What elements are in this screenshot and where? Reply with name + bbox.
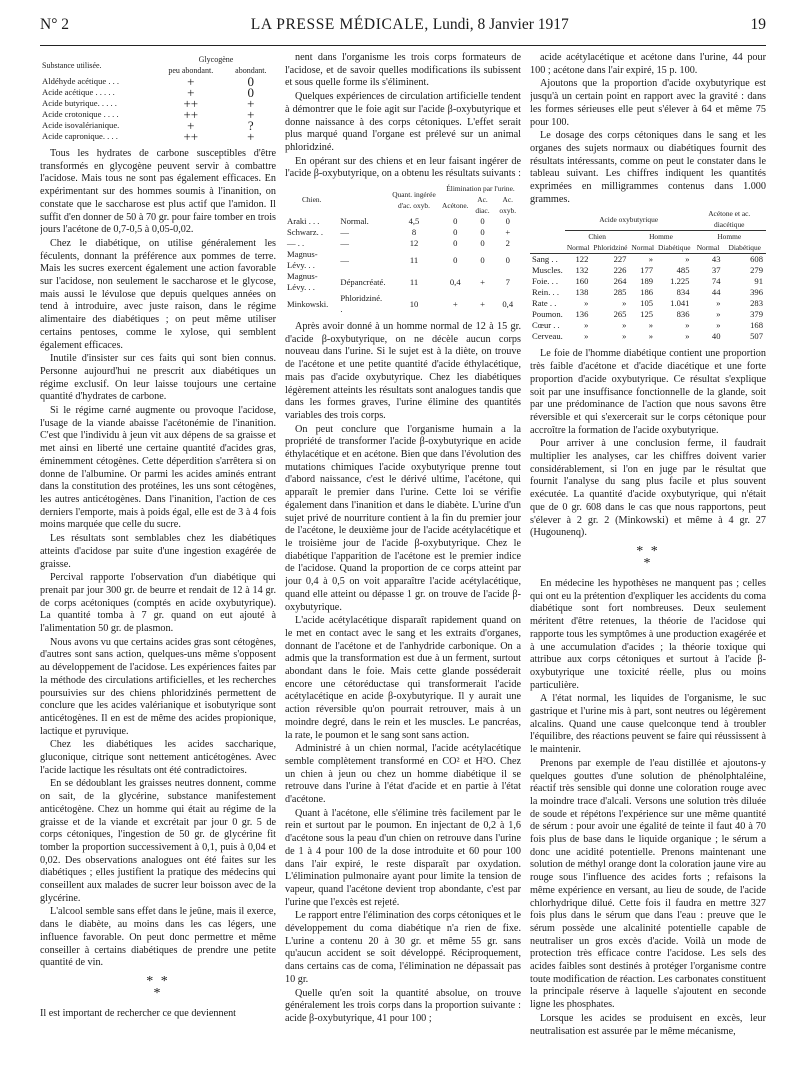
value-peu: ++	[183, 129, 199, 144]
column-3-text-end	[530, 578, 766, 1038]
organ-value: »	[622, 331, 627, 342]
quantite-ingeree: 11	[409, 276, 419, 287]
issue-date: Lundi, 8 Janvier 1917	[432, 16, 569, 33]
column-2-text-top	[285, 52, 521, 181]
organs-table-body	[530, 254, 766, 343]
organ-value: »	[584, 298, 589, 309]
paragraph: Administré à un chien normal, l'acide acétylacétique semble complètement transformé en CO² et H²O. Chez un chien à jeun ou chez un homme diabétique il se retrouve dans l'urine à l'état d'acide et en partie à l'état d'acétone.	[285, 743, 521, 806]
glycogen-table	[40, 54, 276, 142]
value-abondant: ?	[247, 118, 254, 133]
oxyb-value: 7	[505, 276, 510, 287]
acetone-value: 0	[453, 238, 458, 249]
organ-value: 836	[676, 309, 690, 320]
value-peu: +	[187, 74, 195, 89]
organ-value: »	[622, 298, 627, 309]
paragraph: Percival rapporte l'observation d'un diabétique qui prenait par jour 300 gr. de beurre et rendait de 12 à 14 gr. de corps acétoniques (comptés en acide oxybutyrique). La quantité tomba à 7 gr. quand on eut ajouté à l'alimentation 50 gr. de plasmon.	[40, 572, 276, 635]
th-chien: Chien.	[301, 195, 322, 205]
organ-value: »	[622, 320, 627, 331]
organ-value: »	[584, 331, 589, 342]
chien-name: Araki . . .	[287, 216, 320, 227]
organ-value: 37	[711, 265, 721, 276]
paragraph: Prenons par exemple de l'eau distillée et ajoutons-y quelques gouttes d'une solution de phénolphtaléine, réactif très sensible qui donne une coloration rouge avec la moindre trace d'alcali. Versons une solution très diluée de soude et répétons l'expérience sur une même quantité de sérum : pour avoir une égalité de teinte il faut 40 à 70 fois plus de base dans le liquide organique ; le sérum a donc une acidité potentielle. Prenons maintenant une solution de méthyl orange dont la coloration jaune vire au rouge sous l'influence des acides forts ; refaisons la même expérience en versant, au lieu de soude, de l'acide chlorhydrique dilué. Cette fois il faudra en mettre 327 fois plus dans le sérum que dans l'eau : preuve que le sérum possède une alcalinité potentielle capable de neutraliser un gros excès d'acide. Voilà un mode de protection très efficace contre l'acidose. Les sels des acides faibles sont destinés à protéger l'organisme contre toute modification de réaction. Les carbonates constituent la principale réserve à laquelle s'ajoutent en seconde ligne les phosphates.	[530, 757, 766, 1011]
chien-type: —	[340, 227, 349, 238]
th-ac-oxyb: Ac. oxyb.	[499, 195, 517, 216]
table-row	[285, 216, 521, 227]
section-stars-2: * * *	[636, 543, 660, 571]
organ-value: 279	[750, 265, 763, 276]
table-row	[40, 131, 276, 142]
substance-name: Acide acétique . . . . .	[42, 87, 115, 97]
chien-name: Minkowski.	[287, 298, 329, 309]
organ-value: 44	[711, 287, 721, 298]
th-phloridzine: Phloridziné	[593, 243, 628, 253]
chien-name: Magnus-Lévy. . .	[287, 249, 318, 271]
value-abondant: +	[247, 96, 255, 111]
substance-name: Acide isovalérianique.	[42, 120, 120, 130]
th-normal-2: Normal	[631, 243, 655, 253]
th-homme-group-2: Homme	[717, 232, 742, 242]
organ-value: 834	[676, 287, 690, 298]
organ-value: »	[648, 320, 654, 331]
table-row	[530, 309, 766, 320]
organ-value: 122	[575, 254, 589, 265]
table-row	[40, 98, 276, 109]
th-glycogene: Glycogène	[198, 55, 234, 64]
organ-value: 189	[640, 276, 654, 287]
table-row	[530, 276, 766, 287]
organ-value: »	[716, 298, 721, 309]
th-normal-3: Normal	[696, 243, 720, 253]
paragraph: Quelques expériences de circulation artificielle tendent à démontrer que le foie agit sur l'acide β-oxybutyrique et donne naissance à des corps cétoniques. L'effet serait plus marqué quand l'organe est prélevé sur un animal phloridziné.	[285, 91, 521, 153]
dogs-table	[285, 183, 521, 315]
organ-name: Rein. . .	[532, 287, 559, 298]
th-chien-group: Chien	[588, 232, 606, 242]
th-peu-abondant: peu abondant.	[168, 66, 214, 75]
column-3	[530, 52, 766, 1082]
organ-name: Poumon.	[532, 309, 563, 320]
table-row	[285, 293, 521, 315]
diac-value: +	[480, 276, 485, 287]
substance-name: Aldéhyde acétique . . .	[42, 76, 120, 86]
oxyb-value: 0,4	[502, 298, 514, 309]
value-abondant: 0	[247, 74, 255, 89]
organ-value: 91	[754, 276, 763, 287]
organ-value: 74	[711, 276, 721, 287]
paragraph: En médecine les hypothèses ne manquent pas ; celles qui ont eu la prétention d'expliquer les accidents du coma diabétique sont fort nombreuses. Deux seulement méritent d'être retenues, la théorie de l'acidose qui rapporte tous les symptômes à une production exagérée et à une accumulation d'acides ; la théorie toxique qui attribue aux corps cétoniques et surtout à l'acide β-oxybutyrique une toxicité réelle, plus ou moins particulière.	[530, 577, 766, 691]
section-stars: * * *	[146, 974, 170, 1001]
organ-value: 608	[750, 254, 763, 265]
organ-name: Muscles.	[532, 265, 563, 276]
quantite-ingeree: 4,5	[408, 216, 420, 227]
paragraph: Pour arriver à une conclusion ferme, il faudrait multiplier les analyses, car les chiffres doivent varier considérablement, si l'on en juge par le résultat que fournit l'analyse du sang plus facile et plus souvent exécutée. La quantité d'acide oxybutyrique, qui n'était que de 0 gr. 608 dans le cas que nous rapportons, peut s'élever à 2 gr. 2 (Minkowski) et même à 4 gr. 27 (Hugounenq).	[530, 438, 766, 539]
table-row	[285, 238, 521, 249]
paragraph: L'alcool semble sans effet dans le jeûne, mais il exerce, dans le diabète, au moins dans les cas légers, une influence favorable. On peut donc permettre et même conseiller à certains diabétiques de prendre une petite quantité de vin.	[40, 906, 276, 969]
organ-value: 40	[711, 331, 721, 342]
text-columns	[40, 52, 766, 1082]
table-row	[530, 254, 766, 266]
th-diabetique: Diabétique	[658, 243, 691, 253]
chien-name: Schwarz. .	[287, 227, 324, 238]
paragraph: Lorsque les acides se produisent en excès, leur neutralisation est assurée par le même mécanisme,	[530, 1012, 766, 1037]
value-peu: +	[187, 118, 195, 133]
th-acide-oxybutyrique: Acide oxybutyrique	[565, 208, 693, 231]
paragraph: A l'état normal, les liquides de l'organisme, le suc gastrique et l'urine mis à part, sont neutres ou légèrement alcalins. Quand une cause quelconque tend à troubler l'équilibre, des réactions peuvent se faire qui réussissent à le maintenir.	[530, 693, 766, 756]
paragraph: Chez le diabétique, on utilise généralement les féculents, donnant la préférence aux pommes de terre. Mais les sucres exercent également une action favorable sur l'acidose, non seulement le saccharose et le glycose, mais aussi le lévulose que depuis quelques années on tend à introduire, avec juste raison, dans le régime alimentaire des diabétiques ; on peut même utiliser certains pentoses, comme le xylose, qui semblent également efficaces.	[40, 237, 276, 351]
organ-value: 177	[640, 265, 654, 276]
table-row	[40, 87, 276, 98]
organs-table	[530, 208, 766, 342]
quantite-ingeree: 11	[409, 254, 419, 265]
paragraph: Les résultats sont semblables chez les diabétiques atteints d'acidose par suite d'une ingestion exagérée de graisse.	[40, 533, 276, 570]
substance-name: Acide capronique. . . .	[42, 131, 118, 141]
issue-number: N° 2	[40, 16, 70, 33]
organ-name: Cerveau.	[532, 331, 563, 342]
th-abondant: abondant.	[235, 66, 267, 75]
value-abondant: 0	[247, 85, 255, 100]
paragraph: En se dédoublant les graisses neutres donnent, comme on sait, de la glycérine, substance manifestement anticétogène. Chez un homme qui était au régime de la graisse et de la viande et excrétait par jour 0 gr. 5 de corps cétoniques, l'ingestion de 50 gr. de glycérine fit tomber la proportion successivement à 0,1, puis à 0,04 et 0,02. Des observations analogues ont été faites sur les diabétiques ; elles justifient la pratique des médecins qui conseillent aux malades de sucrer leur boisson avec de la glycérine.	[40, 778, 276, 904]
column-1-last-line: Il est important de rechercher ce que deviennent	[40, 1008, 237, 1019]
table-row	[285, 271, 521, 293]
organ-value: 507	[750, 331, 763, 342]
organ-value: 283	[750, 298, 763, 309]
paragraph: En opérant sur des chiens et en leur faisant ingérer de l'acide β-oxybutyrique, on a obtenu les résultats suivants :	[285, 155, 521, 180]
th-acetone-diacetique: Acétone et ac. diacétique	[692, 208, 766, 231]
organ-value: 227	[613, 254, 627, 265]
column-2	[285, 52, 521, 1082]
value-peu: ++	[183, 96, 199, 111]
paragraph: nent dans l'organisme les trois corps formateurs de l'acidose, et de savoir quelles modifications ils subissent et sous quelle forme ils s'éliminent.	[285, 52, 521, 89]
paragraph: Le dosage des corps cétoniques dans le sang et les organes des sujets normaux ou diabétiques fournit des résultats intéressants, comme on peut le constater dans le tableau suivant. Les chiffres indiquent les quantités exprimées en milligrammes contenus dans 1.000 grammes.	[530, 130, 766, 205]
page-header	[40, 16, 766, 46]
dogs-table-body	[285, 216, 521, 315]
paragraph: On peut conclure que l'organisme humain a la propriété de transformer l'acide β-oxybutyrique en acide éthylacétique et en acétone. Bien que dans l'évolution des mutations chimiques l'acide oxybutyrique prenne tout d'abord naissance, c'est le dérivé ultime, l'acétone, qui apparaît le premier dans l'urine. Cette loi se vérifie également dans l'inanition et dans le diabète. L'urine d'un sujet privé de nourriture contient à la fin du premier jour de l'acétone, le deuxième jour de l'acide acétylacétique et le troisième jour de l'acide β-oxybutyrique. Chez le diabétique l'apparition de l'acétone est le premier indice de l'acidose. Quand la proportion de ce corps atteint par jour 0,4 à 0,5 on voit apparaître l'acide acétylacétique, quand elle atteint ou dépasse 1 gr. on trouve de l'acide β-oxybutyrique.	[285, 423, 521, 613]
diac-value: 0	[480, 254, 485, 265]
chien-name: — . .	[287, 238, 305, 249]
organ-name: Rate . .	[532, 298, 557, 309]
paragraph: Le foie de l'homme diabétique contient une proportion très faible d'acétone et d'acide diacétique et une forte proportion d'acide oxybutyrique. Ce résultat s'explique soit par une insuffisance fonctionnelle de la glande, soit par une prédominance de l'action que nous savons être réversible et qui s'exercerait sur le corps cétonique pour accroître la formation de l'acide oxybutyrique.	[530, 348, 766, 436]
substance-name: Acide butyrique. . . . .	[42, 98, 117, 108]
oxyb-value: 0	[505, 254, 510, 265]
page-number: 19	[750, 16, 766, 33]
organ-value: »	[648, 331, 654, 342]
organ-value: 186	[640, 287, 654, 298]
organ-value: 379	[750, 309, 763, 320]
value-peu: +	[187, 85, 195, 100]
organ-value: »	[648, 254, 654, 265]
chien-type: Phloridziné. .	[340, 293, 383, 315]
glycogen-table-body	[40, 76, 276, 142]
column-3-text-top	[530, 52, 766, 206]
column-3-text-middle	[530, 348, 766, 540]
diac-value: 0	[480, 238, 485, 249]
organ-value: 396	[750, 287, 763, 298]
chien-name: Magnus-Lévy. . .	[287, 271, 318, 293]
table-row	[530, 320, 766, 331]
quantite-ingeree: 12	[409, 238, 419, 249]
th-substance: Substance utilisée.	[42, 60, 102, 70]
organ-value: 105	[640, 298, 654, 309]
table-row	[40, 109, 276, 120]
acetone-value: 0,4	[449, 276, 461, 287]
organ-value: 485	[676, 265, 690, 276]
th-homme-group: Homme	[649, 232, 673, 242]
substance-name: Acide crotonique . . . .	[42, 109, 119, 119]
oxyb-value: 2	[505, 238, 510, 249]
chien-type: —	[340, 238, 349, 249]
journal-name: LA PRESSE MÉDICALE,	[250, 16, 429, 33]
paragraph: Nous avons vu que certains acides gras sont cétogènes, d'autres sont sans action, quelques-uns même s'opposent au développement de l'acidose. Les expériences faites par la méthode des circulations artificielles, et les recherches poursuivies sur des chiens phloridzinés permettent de conclure que les acides valérianique et isobutyrique sont anticétogènes. Il en est de même des acides propionique, lactique et pyruvique.	[40, 636, 276, 737]
organ-value: »	[716, 320, 721, 331]
value-abondant: +	[247, 129, 255, 144]
paragraph: Tous les hydrates de carbone susceptibles d'être transformés en glycogène peuvent servir à combattre l'acidose. Mais tous ne sont pas également efficaces. En expérimentant sur des hommes soumis à l'inanition, on constate que le saccharose est plus actif que l'amidon. Il suffit d'en donner de 50 à 70 gr. pour faire tomber en trois jours l'acétone de 0,7-0,5 à 0,05-0,02.	[40, 148, 276, 236]
table-row	[285, 227, 521, 238]
oxyb-value: 0	[505, 216, 510, 227]
table-row	[530, 331, 766, 342]
paragraph: Le rapport entre l'élimination des corps cétoniques et le développement du coma diabétique n'a rien de fixe. L'urine a contenu 20 à 30 gr. et même 55 gr. sans qu'aucun accident se soit développé. Réciproquement, dans certains cas de coma, l'élimination ne dépassait pas 10 gr.	[285, 910, 521, 985]
value-abondant: +	[247, 107, 255, 122]
organ-value: 1.041	[670, 298, 690, 309]
diac-value: 0	[480, 216, 485, 227]
organ-value: 132	[575, 265, 589, 276]
organ-value: »	[716, 309, 721, 320]
chien-type: Dépancréaté.	[340, 276, 386, 287]
organ-value: »	[584, 320, 589, 331]
organ-value: »	[685, 254, 690, 265]
table-row	[530, 265, 766, 276]
table-row	[40, 76, 276, 87]
th-acetone: Acétone.	[442, 200, 469, 210]
organ-value: 168	[750, 320, 763, 331]
organ-value: 1.225	[670, 276, 690, 287]
organ-value: 138	[575, 287, 589, 298]
table-row	[530, 298, 766, 309]
journal-title	[251, 16, 569, 34]
column-1-text	[40, 148, 276, 970]
paragraph: Ajoutons que la proportion d'acide oxybutyrique est jusqu'à un certain point en rapport avec la gravité : dans les formes sérieuses elle peut s'élever à 64 et même 75 pour 100.	[530, 78, 766, 128]
paragraph: Quant à l'acétone, elle s'élimine très facilement par le rein et surtout par le poumon. En injectant de 0,2 à 1,6 d'acétone sous la peau d'un chien on retrouve dans l'urine de 1 à 4 pour 100 de la dose introduite et 60 pour 100 dans l'air expiré, le reste disparaît par oxydation. L'élimination pulmonaire ayant pour limite la tension de vapeur, quand l'acétone devient trop abondante, c'est par l'urine que l'excès est rejeté.	[285, 807, 521, 908]
table-row	[530, 287, 766, 298]
organ-value: 265	[613, 309, 627, 320]
organ-value: »	[685, 331, 690, 342]
value-peu: ++	[183, 107, 199, 122]
paragraph: L'acide acétylacétique disparaît rapidement quand on le met en contact avec le sang et les extraits d'organes, donnant de l'acétone et de l'anhydride carbonique. On a admis que la transformation est due à un ferment, surtout abondant dans le foie. Mais cette glande posséderait encore une cétoréductase qui transformerait l'acide acétylacétique en acide β-oxybutyrique. Il y aurait une action réversible qu'on pourrait retrouver, mais à un moindre degré, dans le rein et les muscles. Le pancréas, la rate, le poumon et le sang sont sans action.	[285, 615, 521, 741]
th-elimination: Élimination par l'urine.	[446, 184, 515, 194]
organ-name: Cœur . .	[532, 320, 560, 331]
organ-name: Foie. . .	[532, 276, 559, 287]
acetone-value: 0	[453, 254, 458, 265]
column-1	[40, 52, 276, 1082]
paragraph: Si le régime carné augmente ou provoque l'acidose, l'usage de la viande abaisse l'acétonémie de l'inanition. C'est que l'individu à jeun vit aux dépens de sa graisse et met ainsi en liberté une certaine quantité d'acides gras, éminemment cétogènes. Cette déperdition s'arrêtera si on donne de l'albumine. Or parmi les acides aminés entrant dans la constitution des protéines, les uns sont cétogènes, les autres anticétogènes. Dans l'inanition, l'action de ces derniers l'emporte, mais à poids égal, elle est de 3 à 4 fois moins marquée que celle du sucre.	[40, 405, 276, 531]
quantite-ingeree: 10	[409, 298, 419, 309]
th-diabetique-2: Diabétique	[728, 243, 761, 253]
chien-type: —	[340, 254, 349, 265]
quantite-ingeree: 8	[411, 227, 417, 238]
acetone-value: 0	[453, 227, 458, 238]
acetone-value: 0	[453, 216, 458, 227]
organ-value: 264	[613, 276, 627, 287]
organ-value: »	[685, 320, 690, 331]
paragraph: Inutile d'insister sur ces faits qui sont bien connus. Personne aujourd'hui ne prescrit aux diabétiques un régime exclusif. On leur laisse toujours une certaine quantité d'hydrates de carbone.	[40, 353, 276, 403]
organ-value: 160	[575, 276, 589, 287]
th-quantite: Quant. ingérée d'ac. oxyb.	[392, 189, 436, 210]
paragraph: Après avoir donné à un homme normal de 12 à 15 gr. d'acide β-oxybutyrique, on ne décèle aucun corps nouveau dans l'urine. Si le sujet est à la diète, on trouve de l'acétone et une petite quantité d'acide éthylacétique, mais pas d'acide oxybutyrique. Chez les diabétiques légèrement atteints les résultats sont analogues tandis que dans les formes graves, l'urine élimine des quantités variables des trois corps.	[285, 321, 521, 421]
organ-value: 43	[711, 254, 721, 265]
organ-value: 285	[613, 287, 627, 298]
table-row	[40, 120, 276, 131]
organ-value: 226	[613, 265, 627, 276]
th-normal: Normal	[566, 243, 590, 253]
organ-value: 136	[575, 309, 589, 320]
chien-type: Normal.	[340, 216, 369, 227]
th-ac-diac: Ac. diac.	[475, 195, 490, 216]
diac-value: +	[480, 298, 485, 309]
paragraph: Chez les diabétiques les acides saccharique, gluconique, citrique sont nettement anticétogènes. Avec l'acide lactique les résultats ont été contradictoires.	[40, 739, 276, 776]
oxyb-value: +	[505, 227, 511, 238]
organ-name: Sang . .	[532, 254, 558, 265]
paragraph: Quelle qu'en soit la quantité absolue, on trouve généralement les trois corps dans la proportion suivante : acide β-oxybutyrique, 41 pour 100 ;	[285, 987, 521, 1024]
organ-value: 125	[640, 309, 654, 320]
diac-value: 0	[480, 227, 485, 238]
acetone-value: +	[452, 298, 458, 309]
column-2-text-bottom	[285, 321, 521, 1026]
paragraph: acide acétylacétique et acétone dans l'urine, 44 pour 100 ; acétone dans l'air expiré, 15 p. 100.	[530, 52, 766, 76]
table-row	[285, 249, 521, 271]
